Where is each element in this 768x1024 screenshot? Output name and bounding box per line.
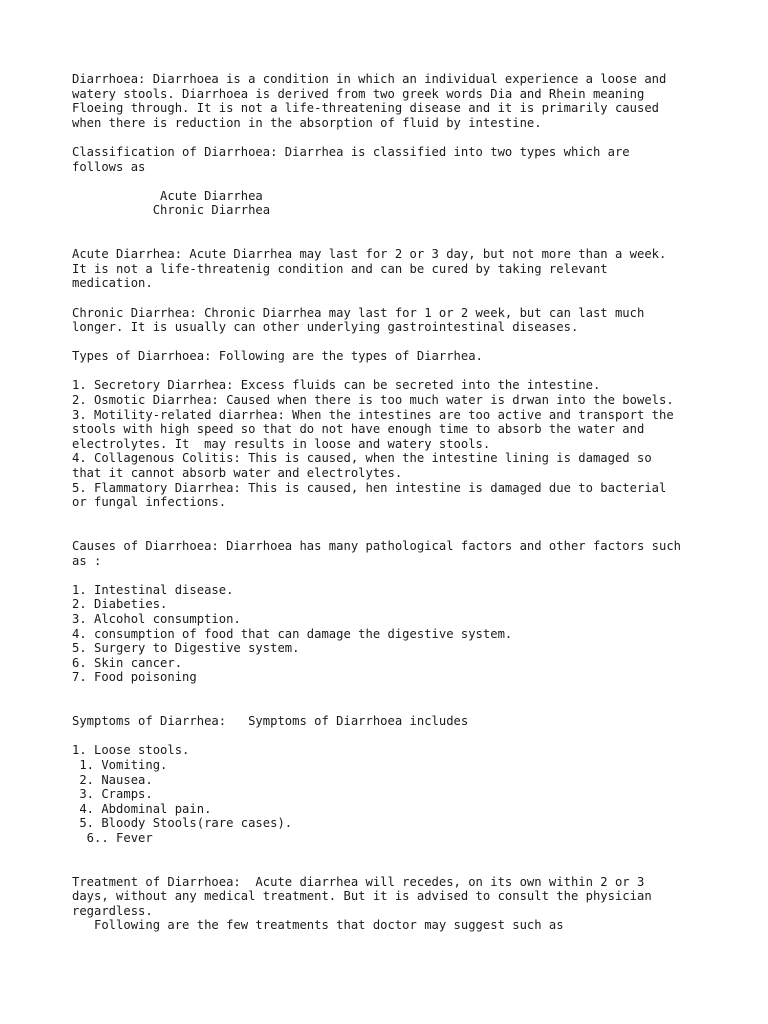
text-line: 1. Loose stools. bbox=[72, 743, 190, 758]
text-line: 2. Diabeties. bbox=[72, 597, 168, 612]
text-line: 6.. Fever bbox=[72, 830, 153, 845]
blank-line bbox=[72, 685, 722, 700]
text-line: 1. Secretory Diarrhea: Excess fluids can be secreted into the intestine. bbox=[72, 378, 601, 393]
text-line: Symptoms of Diarrhea: Symptoms of Diarrhoea includes bbox=[72, 714, 469, 729]
text-line: stools with high speed so that do not have enough time to absorb the water and bbox=[72, 422, 645, 437]
text-line: that it cannot absorb water and electrolytes. bbox=[72, 466, 403, 481]
document-body bbox=[72, 72, 722, 933]
blank-line bbox=[72, 130, 722, 145]
text-line: 6. Skin cancer. bbox=[72, 655, 183, 670]
text-line: 2. Osmotic Diarrhea: Caused when there is too much water is drwan into the bowels. bbox=[72, 393, 674, 408]
text-line: Causes of Diarrhoea: Diarrhoea has many pathological factors and other factors such bbox=[72, 539, 682, 553]
text-line: when there is reduction in the absorption of fluid by intestine. bbox=[72, 115, 542, 130]
text-line: Acute Diarrhea bbox=[72, 188, 263, 203]
text-line: 4. consumption of food that can damage the digestive system. bbox=[72, 626, 513, 641]
text-line: electrolytes. It may results in loose and watery stools. bbox=[72, 436, 491, 451]
text-line: Treatment of Diarrhoea: Acute diarrhea will recedes, on its own within 2 or 3 bbox=[72, 874, 645, 889]
text-line: or fungal infections. bbox=[72, 495, 227, 510]
text-line: 2. Nausea. bbox=[72, 772, 153, 787]
text-line: days, without any medical treatment. But it is advised to consult the physician bbox=[72, 889, 652, 904]
text-line: 3. Motility-related diarrhea: When the intestines are too active and transport the bbox=[72, 407, 674, 422]
blank-line bbox=[72, 860, 722, 875]
text-line: Floeing through. It is not a life-threatening disease and it is primarily caused bbox=[72, 101, 659, 116]
text-line: 7. Food poisoning bbox=[72, 670, 197, 685]
blank-line bbox=[72, 510, 722, 525]
text-line: Types of Diarrhoea: Following are the types of Diarrhea. bbox=[72, 349, 483, 364]
text-line: 1. Vomiting. bbox=[72, 757, 168, 772]
text-line: 3. Cramps. bbox=[72, 787, 153, 802]
blank-line bbox=[72, 845, 722, 860]
blank-line bbox=[72, 233, 722, 248]
text-line: longer. It is usually can other underlying gastrointestinal diseases. bbox=[72, 320, 579, 335]
blank-line bbox=[72, 700, 722, 715]
text-line: 5. Bloody Stools(rare cases). bbox=[72, 816, 293, 831]
blank-line bbox=[72, 729, 722, 744]
text-line: as : bbox=[72, 553, 102, 568]
text-line: Following are the few treatments that doctor may suggest such as bbox=[72, 918, 564, 933]
text-line: 5. Surgery to Digestive system. bbox=[72, 641, 300, 656]
text-line: It is not a life-threatenig condition and can be cured by taking relevant bbox=[72, 261, 608, 276]
text-line: Diarrhoea: Diarrhoea is a condition in which an individual experience a loose and bbox=[72, 72, 667, 86]
text-line: follows as bbox=[72, 159, 146, 174]
blank-line bbox=[72, 568, 722, 583]
text-line: Classification of Diarrhoea: Diarrhea is classified into two types which are bbox=[72, 144, 630, 159]
text-line: medication. bbox=[72, 276, 153, 291]
blank-line bbox=[72, 335, 722, 350]
blank-line bbox=[72, 218, 722, 233]
text-line: Chronic Diarrhea: Chronic Diarrhea may last for 1 or 2 week, but can last much bbox=[72, 305, 645, 320]
text-line: regardless. bbox=[72, 903, 153, 918]
text-line: Chronic Diarrhea bbox=[72, 203, 271, 218]
text-line: watery stools. Diarrhoea is derived from two greek words Dia and Rhein meaning bbox=[72, 86, 645, 101]
text-line: 5. Flammatory Diarrhea: This is caused, hen intestine is damaged due to bacterial bbox=[72, 480, 667, 495]
blank-line bbox=[72, 524, 722, 539]
text-line: Acute Diarrhea: Acute Diarrhea may last for 2 or 3 day, but not more than a week. bbox=[72, 247, 667, 262]
blank-line bbox=[72, 364, 722, 379]
text-line: 1. Intestinal disease. bbox=[72, 582, 234, 597]
blank-line bbox=[72, 291, 722, 306]
text-line: 4. Collagenous Colitis: This is caused, when the intestine lining is damaged so bbox=[72, 451, 652, 466]
text-line: 4. Abdominal pain. bbox=[72, 801, 212, 816]
blank-line bbox=[72, 174, 722, 189]
text-line: 3. Alcohol consumption. bbox=[72, 611, 241, 626]
